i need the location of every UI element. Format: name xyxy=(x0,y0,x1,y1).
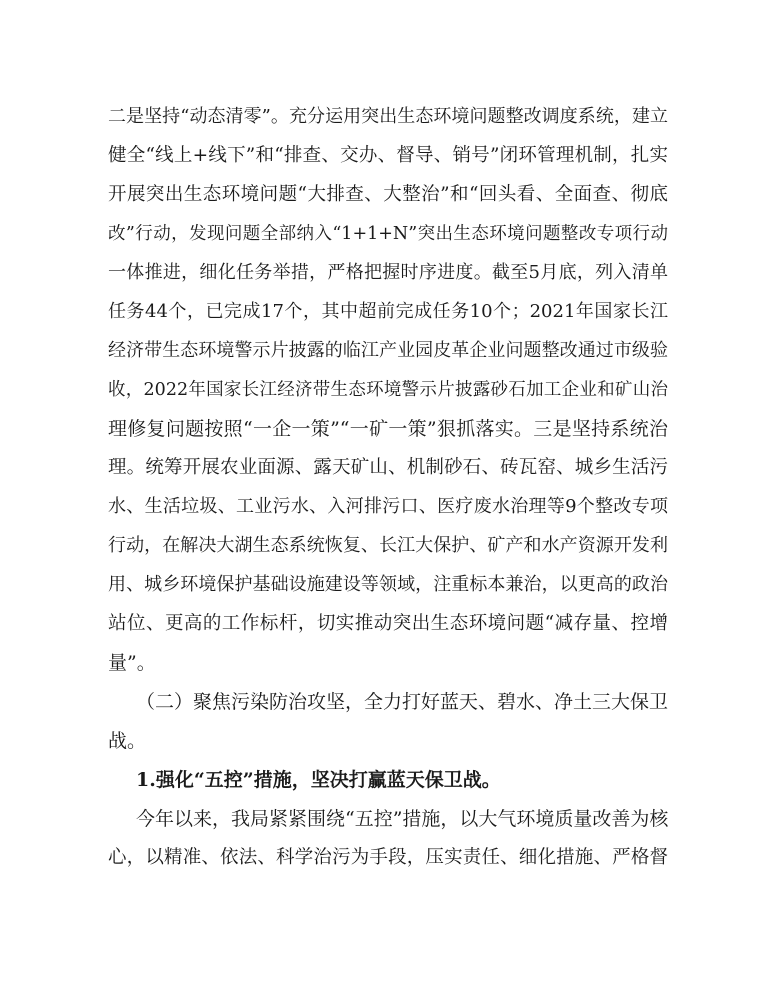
paragraph-line: 二是坚持“动态清零”。充分运用突出生态环境问题整改调度系统，建立 xyxy=(108,106,668,127)
paragraph-line: 水、生活垃圾、工业污水、入河排污口、医疗废水治理等9个整改专项 xyxy=(108,496,668,517)
paragraph-line: 一体推进，细化任务举措，严格把握时序进度。截至5月底，列入清单 xyxy=(108,262,668,283)
paragraph-line: 量”。 xyxy=(108,652,156,674)
paragraph-line: 用、城乡环境保护基础设施建设等领域，注重标本兼治，以更高的政治 xyxy=(108,574,668,595)
subheading: 1.强化“五控”措施，坚决打赢蓝天保卫战。 xyxy=(136,769,501,791)
paragraph-line: 今年以来，我局紧紧围绕“五控”措施，以大气环境质量改善为核 xyxy=(136,808,669,830)
paragraph-line: 开展突出生态环境问题“大排查、大整治”和“回头看、全面查、彻底 xyxy=(108,184,668,205)
paragraph-line: 改”行动，发现问题全部纳入“1+1+N”突出生态环境问题整改专项行动 xyxy=(108,224,668,244)
paragraph-line: 理修复问题按照“一企一策”“一矿一策”狠抓落实。三是坚持系统治 xyxy=(108,418,668,440)
section-heading-line: （二）聚焦污染防治攻坚，全力打好蓝天、碧水、净土三大保卫 xyxy=(136,691,669,713)
paragraph-line: 收，2022年国家长江经济带生态环境警示片披露砂石加工企业和矿山治 xyxy=(108,380,668,400)
paragraph-line: 心，以精准、依法、科学治污为手段，压实责任、细化措施、严格督 xyxy=(108,847,668,868)
section-heading-line: 战。 xyxy=(108,730,147,752)
paragraph-line: 站位、更高的工作标杆，切实推动突出生态环境问题“减存量、控增 xyxy=(108,613,668,634)
paragraph-line: 健全“线上+线下”和“排查、交办、督导、销号”闭环管理机制，扎实 xyxy=(108,145,668,166)
paragraph-line: 理。统筹开展农业面源、露天矿山、机制砂石、砖瓦窑、城乡生活污 xyxy=(108,457,668,478)
paragraph-line: 行动，在解决大湖生态系统恢复、长江大保护、矿产和水产资源开发利 xyxy=(108,535,668,556)
paragraph-line: 经济带生态环境警示片披露的临江产业园皮革企业问题整改通过市级验 xyxy=(108,340,668,361)
paragraph-line: 任务44个，已完成17个，其中超前完成任务10个；2021年国家长江 xyxy=(108,301,668,322)
